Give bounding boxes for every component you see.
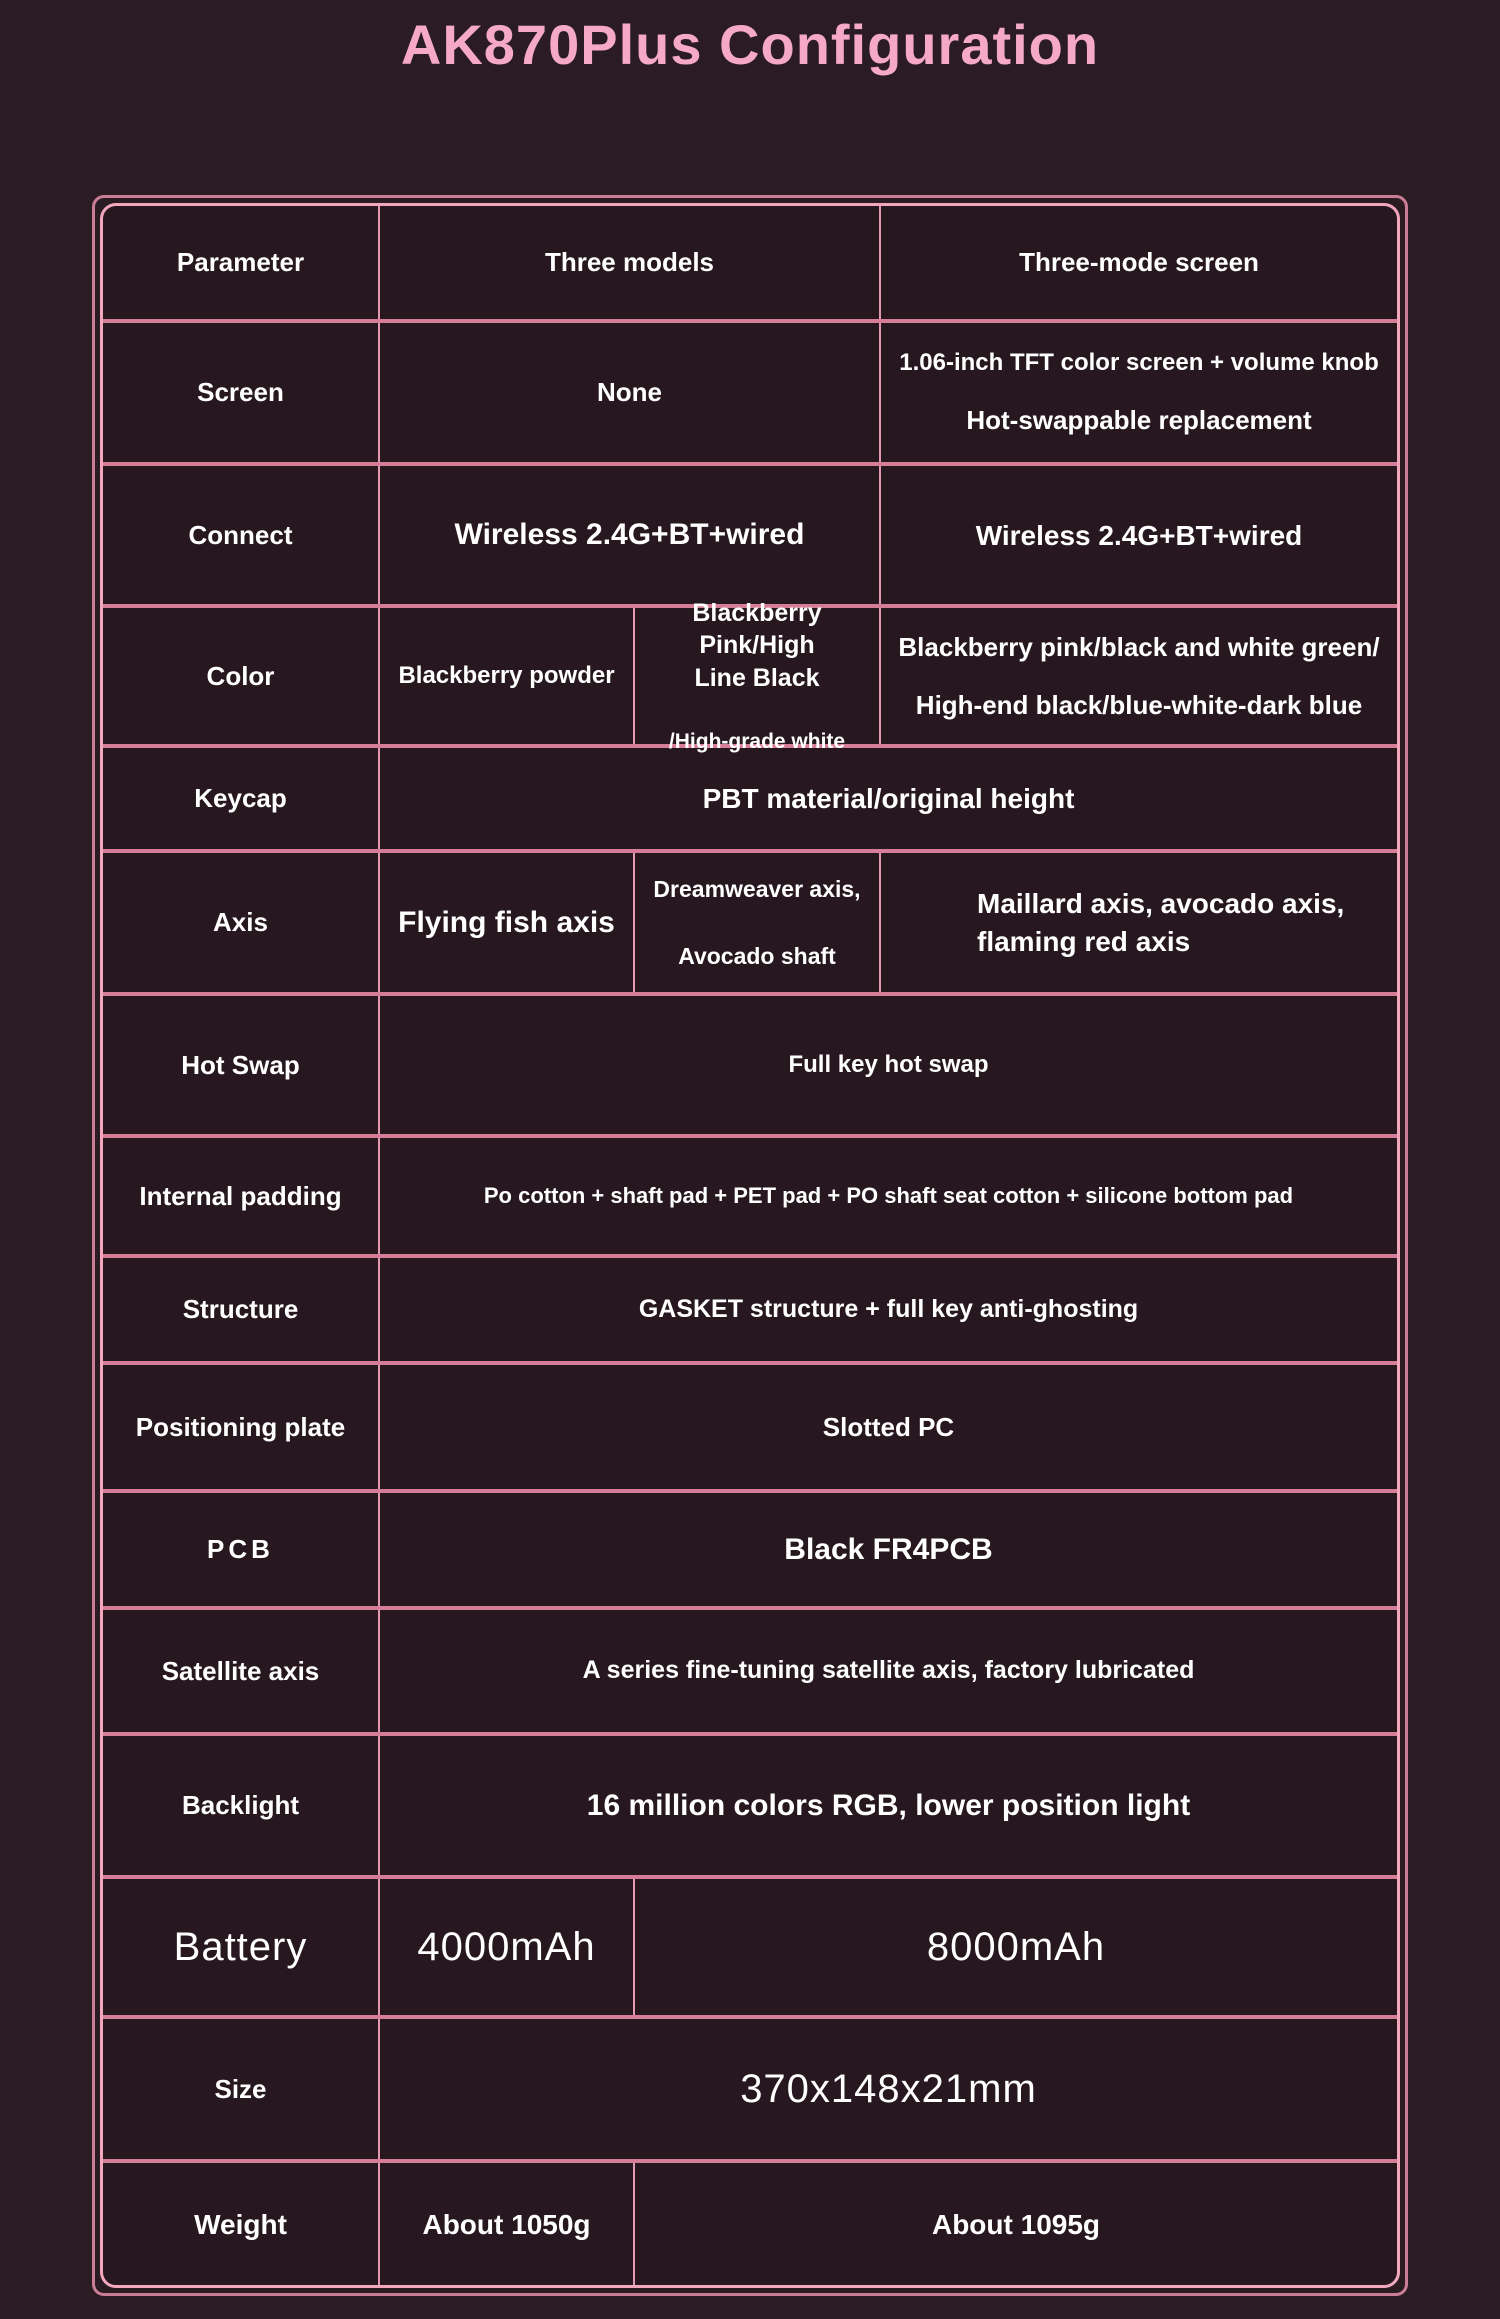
- spec-table-frame: [92, 195, 1408, 2296]
- table-row-positioning: [103, 1365, 1397, 1493]
- value-cell: [380, 996, 1397, 1134]
- row-label-text: Battery: [173, 1925, 308, 1969]
- table-row-size: [103, 2019, 1397, 2163]
- value-line: Three-mode screen: [1019, 247, 1259, 278]
- value-cell: [380, 748, 1397, 849]
- value-line: About 1050g: [422, 2208, 591, 2240]
- value-line: Slotted PC: [822, 1411, 955, 1442]
- table-row-connect: [103, 466, 1397, 608]
- value-line: Wireless 2.4G+BT+wired: [975, 519, 1303, 551]
- value-line: A series fine-tuning satellite axis, factory lubricated: [582, 1656, 1195, 1685]
- row-label-text: Color: [206, 660, 275, 691]
- value-line: Avocado shaft: [678, 942, 836, 969]
- row-label-size: [103, 2019, 380, 2159]
- value-line: 8000mAh: [926, 1925, 1106, 1969]
- table-row-hotswap: [103, 996, 1397, 1138]
- table-row-pcb: [103, 1493, 1397, 1610]
- table-row-screen: [103, 323, 1397, 466]
- row-label-screen: [103, 323, 380, 462]
- value-cell: [881, 853, 1397, 992]
- value-line: High-end black/blue-white-dark blue: [915, 690, 1363, 720]
- value-cell: [380, 466, 881, 604]
- value-line: About 1095g: [931, 2208, 1101, 2240]
- row-label-text: Positioning plate: [135, 1411, 346, 1442]
- value-cell: [380, 206, 881, 319]
- row-label-header: [103, 206, 380, 319]
- table-row-internal: [103, 1138, 1397, 1258]
- value-line: Po cotton + shaft pad + PET pad + PO shaft seat cotton + silicone bottom pad: [483, 1183, 1294, 1209]
- value-cell: [380, 1258, 1397, 1361]
- row-label-keycap: [103, 748, 380, 849]
- table-row-weight: [103, 2163, 1397, 2285]
- table-row-satellite: [103, 1610, 1397, 1736]
- value-line: Blackberry: [692, 598, 822, 627]
- value-line: 4000mAh: [417, 1925, 596, 1969]
- value-line: flaming red axis: [977, 925, 1191, 957]
- table-row-keycap: [103, 748, 1397, 853]
- value-line: GASKET structure + full key anti-ghosting: [638, 1294, 1139, 1323]
- row-label-text: PCB: [207, 1534, 274, 1565]
- value-cell: [380, 853, 635, 992]
- row-label-pcb: [103, 1493, 380, 1606]
- value-line: Blackberry powder: [398, 662, 615, 689]
- value-line: Hot-swappable replacement: [966, 405, 1312, 436]
- value-line: Blackberry pink/black and white green/: [898, 631, 1380, 662]
- value-cell: [380, 1365, 1397, 1489]
- value-cell: [380, 1493, 1397, 1606]
- table-row-axis: [103, 853, 1397, 996]
- page-title: AK870Plus Configuration: [400, 13, 1100, 76]
- value-line: None: [597, 377, 662, 408]
- row-label-hotswap: [103, 996, 380, 1134]
- value-cell: [380, 323, 881, 462]
- value-line: Wireless 2.4G+BT+wired: [454, 518, 805, 552]
- row-label-internal: [103, 1138, 380, 1254]
- value-cell: [380, 1879, 635, 2015]
- row-label-backlight: [103, 1736, 380, 1875]
- row-label-axis: [103, 853, 380, 992]
- row-label-structure: [103, 1258, 380, 1361]
- table-row-structure: [103, 1258, 1397, 1365]
- row-label-weight: [103, 2163, 380, 2285]
- row-label-text: Connect: [188, 519, 293, 550]
- row-label-text: Internal padding: [139, 1180, 342, 1211]
- row-label-text: Axis: [213, 907, 268, 938]
- value-line: Three models: [544, 247, 715, 278]
- row-label-text: Keycap: [194, 783, 287, 814]
- value-cell: [380, 2163, 635, 2285]
- row-label-satellite: [103, 1610, 380, 1732]
- value-line: 16 million colors RGB, lower position light: [586, 1788, 1191, 1822]
- value-cell: [881, 323, 1397, 462]
- row-label-text: Backlight: [181, 1790, 300, 1821]
- value-line: 370x148x21mm: [740, 2067, 1037, 2111]
- value-cell: [635, 1879, 1397, 2015]
- value-line: Flying fish axis: [398, 905, 615, 939]
- row-label-text: Hot Swap: [181, 1049, 300, 1080]
- value-cell: [635, 853, 881, 992]
- row-label-positioning: [103, 1365, 380, 1489]
- row-label-text: Satellite axis: [161, 1655, 320, 1686]
- row-label-color: [103, 608, 380, 744]
- row-label-text: Weight: [194, 2208, 287, 2240]
- row-label-battery: [103, 1879, 380, 2015]
- value-cell: [380, 608, 635, 744]
- table-row-backlight: [103, 1736, 1397, 1879]
- value-cell: [380, 1138, 1397, 1254]
- value-line: Pink/High: [699, 631, 815, 660]
- row-label-connect: [103, 466, 380, 604]
- value-cell: [881, 206, 1397, 319]
- value-cell: [635, 2163, 1397, 2285]
- row-label-text: Size: [214, 2073, 267, 2104]
- spec-table: [100, 203, 1400, 2288]
- value-cell: [380, 1610, 1397, 1732]
- row-label-text: Structure: [182, 1294, 299, 1325]
- table-row-battery: [103, 1879, 1397, 2019]
- value-cell: [881, 466, 1397, 604]
- value-line: Full key hot swap: [788, 1051, 989, 1078]
- value-line: /High-grade white: [668, 730, 846, 754]
- value-line: Dreamweaver axis,: [653, 875, 861, 902]
- row-label-text: Parameter: [176, 247, 305, 278]
- value-line: Maillard axis, avocado axis,: [977, 887, 1345, 919]
- value-line: PBT material/original height: [702, 783, 1075, 814]
- value-cell: [881, 608, 1397, 744]
- table-row-color: [103, 598, 1397, 754]
- row-label-text: Screen: [197, 377, 284, 408]
- value-line: Line Black: [694, 663, 820, 692]
- value-cell: [380, 1736, 1397, 1875]
- value-line: Black FR4PCB: [784, 1532, 993, 1566]
- value-cell: [380, 2019, 1397, 2159]
- value-cell: [635, 598, 881, 754]
- table-row-header: [103, 206, 1397, 323]
- value-line: 1.06-inch TFT color screen + volume knob: [899, 349, 1379, 377]
